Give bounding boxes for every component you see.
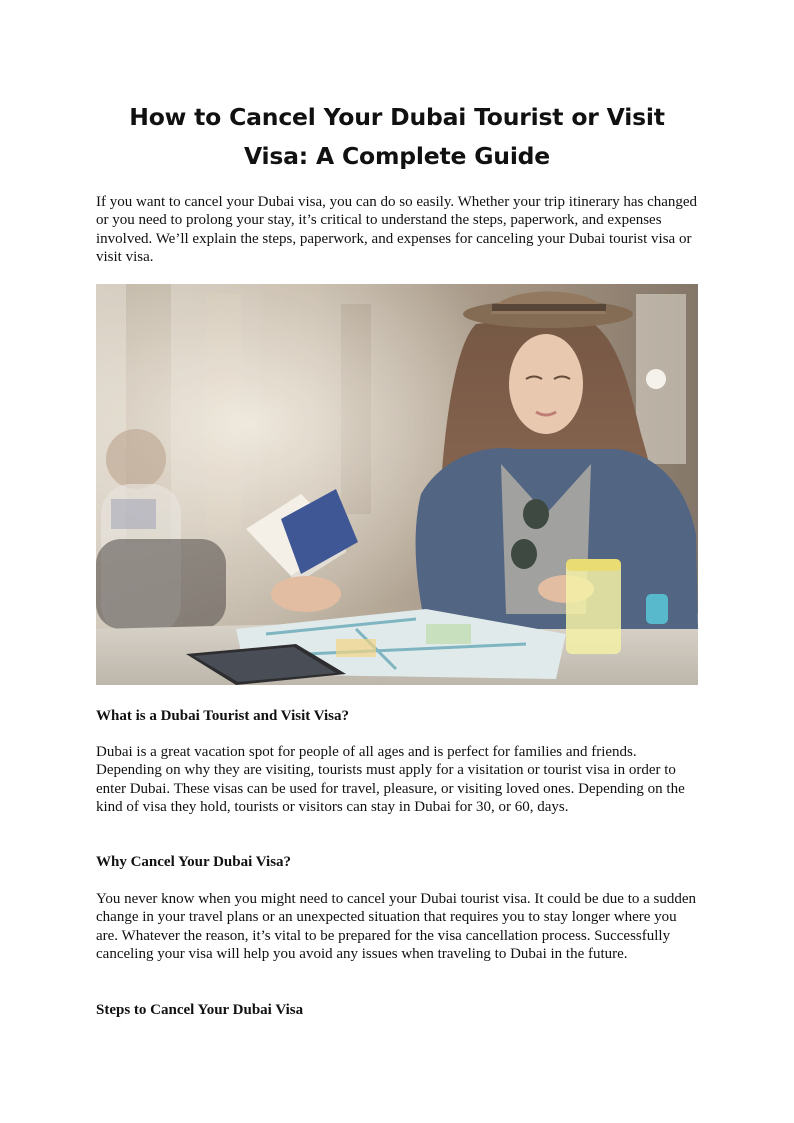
intro-paragraph: If you want to cancel your Dubai visa, you can do so easily. Whether your trip itinerary has changed or you need to prolong your stay, it’s critical to understand the steps, paperwork, and expenses involved. We’ll explain the steps, paperwork, and expenses for canceling your Dubai tourist visa or visit visa. <box>96 194 698 266</box>
section-heading: Why Cancel Your Dubai Visa? <box>96 854 292 870</box>
section-heading: What is a Dubai Tourist and Visit Visa? <box>96 708 350 724</box>
article-photo-woman-with-passport <box>96 284 698 685</box>
section-heading: Steps to Cancel Your Dubai Visa <box>96 1002 304 1018</box>
section-paragraph: You never know when you might need to cancel your Dubai tourist visa. It could be due to a sudden change in your travel plans or an unexpected situation that requires you to stay longer where you are. Whatever the reason, it’s vital to be prepared for the visa cancellation process. Successfully canceling your visa will help you avoid any issues when traveling to Dubai in the future. <box>96 891 697 963</box>
section-paragraph: Dubai is a great vacation spot for people of all ages and is perfect for families and friends. Depending on why they are visiting, tourists must apply for a visitation or tourist visa in order to enter Dubai. These visas can be used for travel, pleasure, or visiting loved ones. Depending on the kind of visa they hold, tourists or visitors can stay in Dubai for 30, or 60, days. <box>96 744 685 816</box>
article-title: How to Cancel Your Dubai Tourist or Visit Visa: A Complete Guide <box>129 103 665 170</box>
